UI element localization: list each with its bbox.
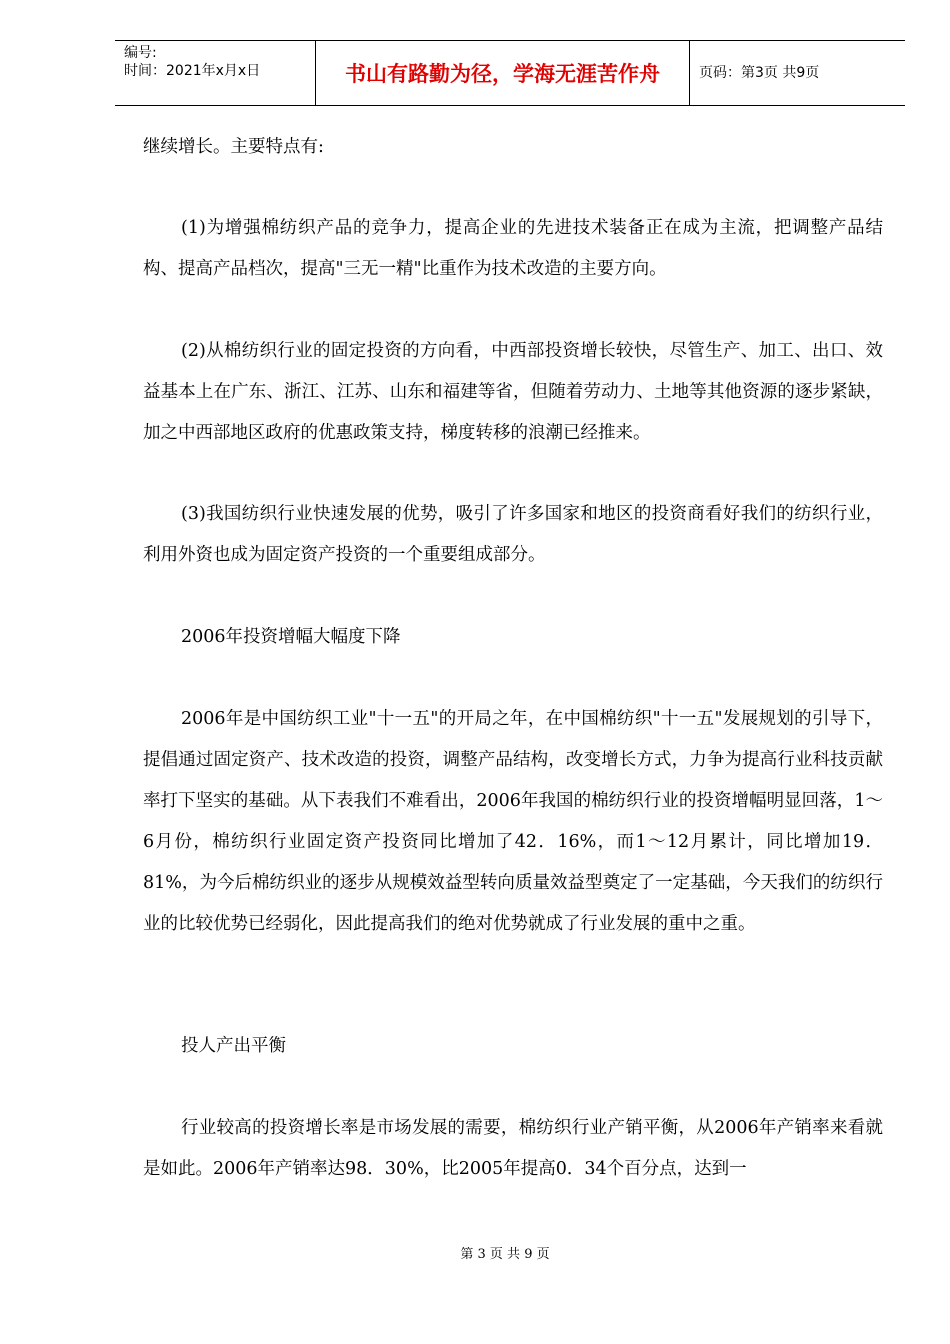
paragraph-point-1: (1)为增强棉纺织产品的竞争力，提高企业的先进技术装备正在成为主流，把调整产品结构、提高产品档次，提高"三无一精"比重作为技术改造的主要方向。 (143, 218, 883, 279)
paragraph-point-3: (3)我国纺织行业快速发展的优势，吸引了许多国家和地区的投资商看好我们的纺织行业，利用外资也成为固定资产投资的一个重要组成部分。 (143, 504, 883, 565)
section-heading-investment: 2006年投资增幅大幅度下降 (181, 627, 401, 647)
header-page-cell (690, 41, 905, 105)
motto-text: 书山有路勤为径，学海无涯苦作舟 (345, 62, 660, 86)
header-meta-cell (115, 41, 316, 105)
paragraph-investment: 2006年是中国纺织工业"十一五"的开局之年，在中国棉纺织"十一五"发展规划的引导下，提倡通过固定资产、技术改造的投资，调整产品结构，改变增长方式，力争为提高行业科技贡献率打下坚实的基础。从下表我们不难看出，2006年我国的棉纺织行业的投资增幅明显回落，1～6月份，棉纺织行业固定资产投资同比增加了42．16%，而1～12月累计，同比增加19．81%，为今后棉纺织业的逐步从规模效益型转向质量效益型奠定了一定基础，今天我们的纺织行业的比较优势已经弱化，因此提高我们的绝对优势就成了行业发展的重中之重。 (143, 709, 883, 934)
time-label: 时间：2021年x月x日 (124, 63, 261, 79)
number-label: 编号: (124, 45, 157, 61)
section-heading-balance: 投人产出平衡 (181, 1036, 286, 1056)
paragraph-intro: 继续增长。主要特点有: (143, 137, 324, 157)
header-motto-cell (316, 41, 690, 105)
paragraph-balance: 行业较高的投资增长率是市场发展的需要，棉纺织行业产销平衡，从2006年产销率来看就是如此。2006年产销率达98．30%，比2005年提高0．34个百分点，达到一 (143, 1118, 883, 1179)
paragraph-point-2: (2)从棉纺织行业的固定投资的方向看，中西部投资增长较快，尽管生产、加工、出口、效益基本上在广东、浙江、江苏、山东和福建等省，但随着劳动力、土地等其他资源的逐步紧缺，加之中西部地区政府的优惠政策支持，梯度转移的浪潮已经推来。 (143, 341, 883, 443)
page-footer: 第 3 页 共 9 页 (460, 1247, 550, 1262)
header-page-info: 页码：第3页 共9页 (699, 65, 820, 81)
document-header (115, 40, 905, 106)
